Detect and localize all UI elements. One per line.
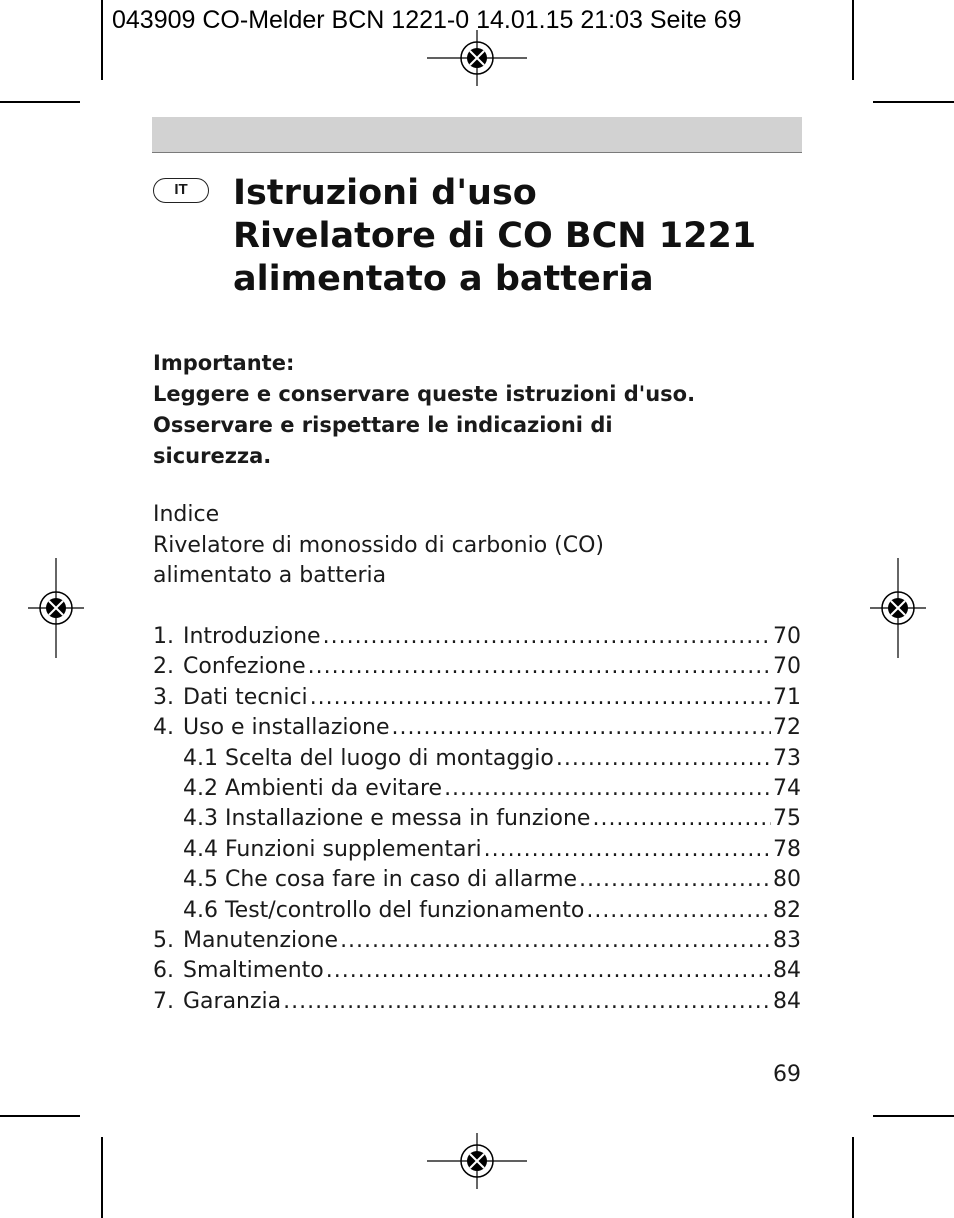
toc-label: Smaltimento	[183, 958, 324, 984]
important-heading: Importante:	[153, 351, 295, 375]
index-intro	[153, 500, 604, 592]
toc-leader	[340, 926, 771, 956]
toc-page: 75	[773, 806, 801, 832]
toc-page: 84	[773, 958, 801, 984]
toc-entry	[153, 987, 801, 1017]
intro-line: Indice	[153, 502, 220, 527]
toc-leader	[283, 987, 771, 1017]
toc-entry	[153, 652, 801, 682]
toc-page: 72	[773, 715, 801, 741]
toc-label: 4.1 Scelta del luogo di montaggio	[183, 745, 554, 771]
crop-mark	[0, 101, 80, 103]
title-line: alimentato a batteria	[233, 259, 654, 299]
toc-label: Confezione	[183, 654, 306, 680]
toc-page: 70	[773, 624, 801, 649]
toc-entry	[153, 926, 801, 956]
toc-page: 80	[773, 867, 801, 893]
toc-label: Garanzia	[183, 988, 282, 1014]
toc-number: 4.	[153, 715, 174, 741]
registration-mark-icon	[427, 30, 527, 86]
toc-label: 4.2 Ambienti da evitare	[183, 775, 443, 801]
toc-entry	[153, 622, 801, 652]
toc-leader	[579, 865, 771, 895]
toc-page: 78	[773, 836, 801, 862]
registration-mark-icon	[28, 558, 84, 658]
toc-page: 83	[773, 927, 801, 953]
toc-label: 4.5 Che cosa fare in caso di allarme	[183, 867, 578, 893]
crop-mark	[873, 101, 954, 103]
toc-label: Introduzione	[183, 624, 321, 649]
toc-leader	[323, 622, 771, 652]
toc-leader	[556, 744, 771, 774]
title-line: Istruzioni d'uso	[233, 173, 537, 213]
toc-label: 4.3 Installazione e messa in funzione	[183, 806, 591, 832]
header-band	[152, 117, 802, 153]
toc-page: 84	[773, 988, 801, 1014]
toc-entry	[153, 744, 801, 774]
toc-label: 4.6 Test/controllo del funzionamento	[183, 897, 585, 923]
important-line: Leggere e conservare queste istruzioni d'uso.	[153, 382, 696, 406]
crop-mark	[0, 1115, 80, 1117]
page-number: 69	[773, 1062, 801, 1087]
crop-mark	[852, 0, 854, 80]
toc-number: 2.	[153, 654, 174, 680]
toc-entry	[153, 865, 801, 895]
toc-page: 74	[773, 775, 801, 801]
toc-leader	[308, 652, 771, 682]
table-of-contents	[153, 622, 801, 1017]
toc-leader	[310, 683, 771, 713]
toc-page: 70	[773, 654, 801, 680]
toc-label: 4.4 Funzioni supplementari	[183, 836, 482, 862]
crop-mark	[873, 1115, 954, 1117]
toc-entry	[153, 774, 801, 804]
registration-mark-icon	[427, 1133, 527, 1189]
toc-entry	[153, 896, 801, 926]
intro-line: alimentato a batteria	[153, 563, 387, 588]
toc-page: 71	[773, 684, 801, 710]
important-line: Osservare e rispettare le indicazioni di	[153, 413, 613, 437]
intro-line: Rivelatore di monossido di carbonio (CO)	[153, 532, 605, 558]
toc-number: 3.	[153, 684, 174, 710]
toc-entry	[153, 835, 801, 865]
toc-label: Manutenzione	[183, 927, 339, 953]
toc-leader	[326, 956, 771, 986]
toc-entry	[153, 713, 801, 743]
toc-number: 6.	[153, 958, 174, 984]
crop-mark	[101, 0, 103, 80]
toc-number: 7.	[153, 988, 174, 1014]
toc-leader	[484, 835, 771, 865]
registration-mark-icon	[870, 558, 926, 658]
toc-number: 1.	[153, 624, 174, 649]
language-badge: IT	[153, 178, 209, 203]
toc-leader	[391, 713, 771, 743]
toc-page: 82	[773, 897, 801, 923]
toc-entry	[153, 804, 801, 834]
toc-entry	[153, 956, 801, 986]
toc-label: Uso e installazione	[183, 715, 390, 741]
toc-entry	[153, 683, 801, 713]
page-title	[233, 172, 756, 301]
important-notice	[153, 348, 803, 472]
toc-leader	[592, 804, 771, 834]
toc-leader	[586, 896, 771, 926]
crop-mark	[101, 1137, 103, 1218]
important-line: sicurezza.	[153, 444, 272, 468]
toc-page: 73	[773, 745, 801, 771]
title-line: Rivelatore di CO BCN 1221	[233, 216, 757, 256]
toc-number: 5.	[153, 927, 174, 953]
crop-mark	[852, 1137, 854, 1218]
toc-leader	[444, 774, 771, 804]
printer-slug: 043909 CO-Melder BCN 1221-0 14.01.15 21:03 Seite 69	[112, 6, 742, 34]
toc-label: Dati tecnici	[183, 684, 308, 710]
